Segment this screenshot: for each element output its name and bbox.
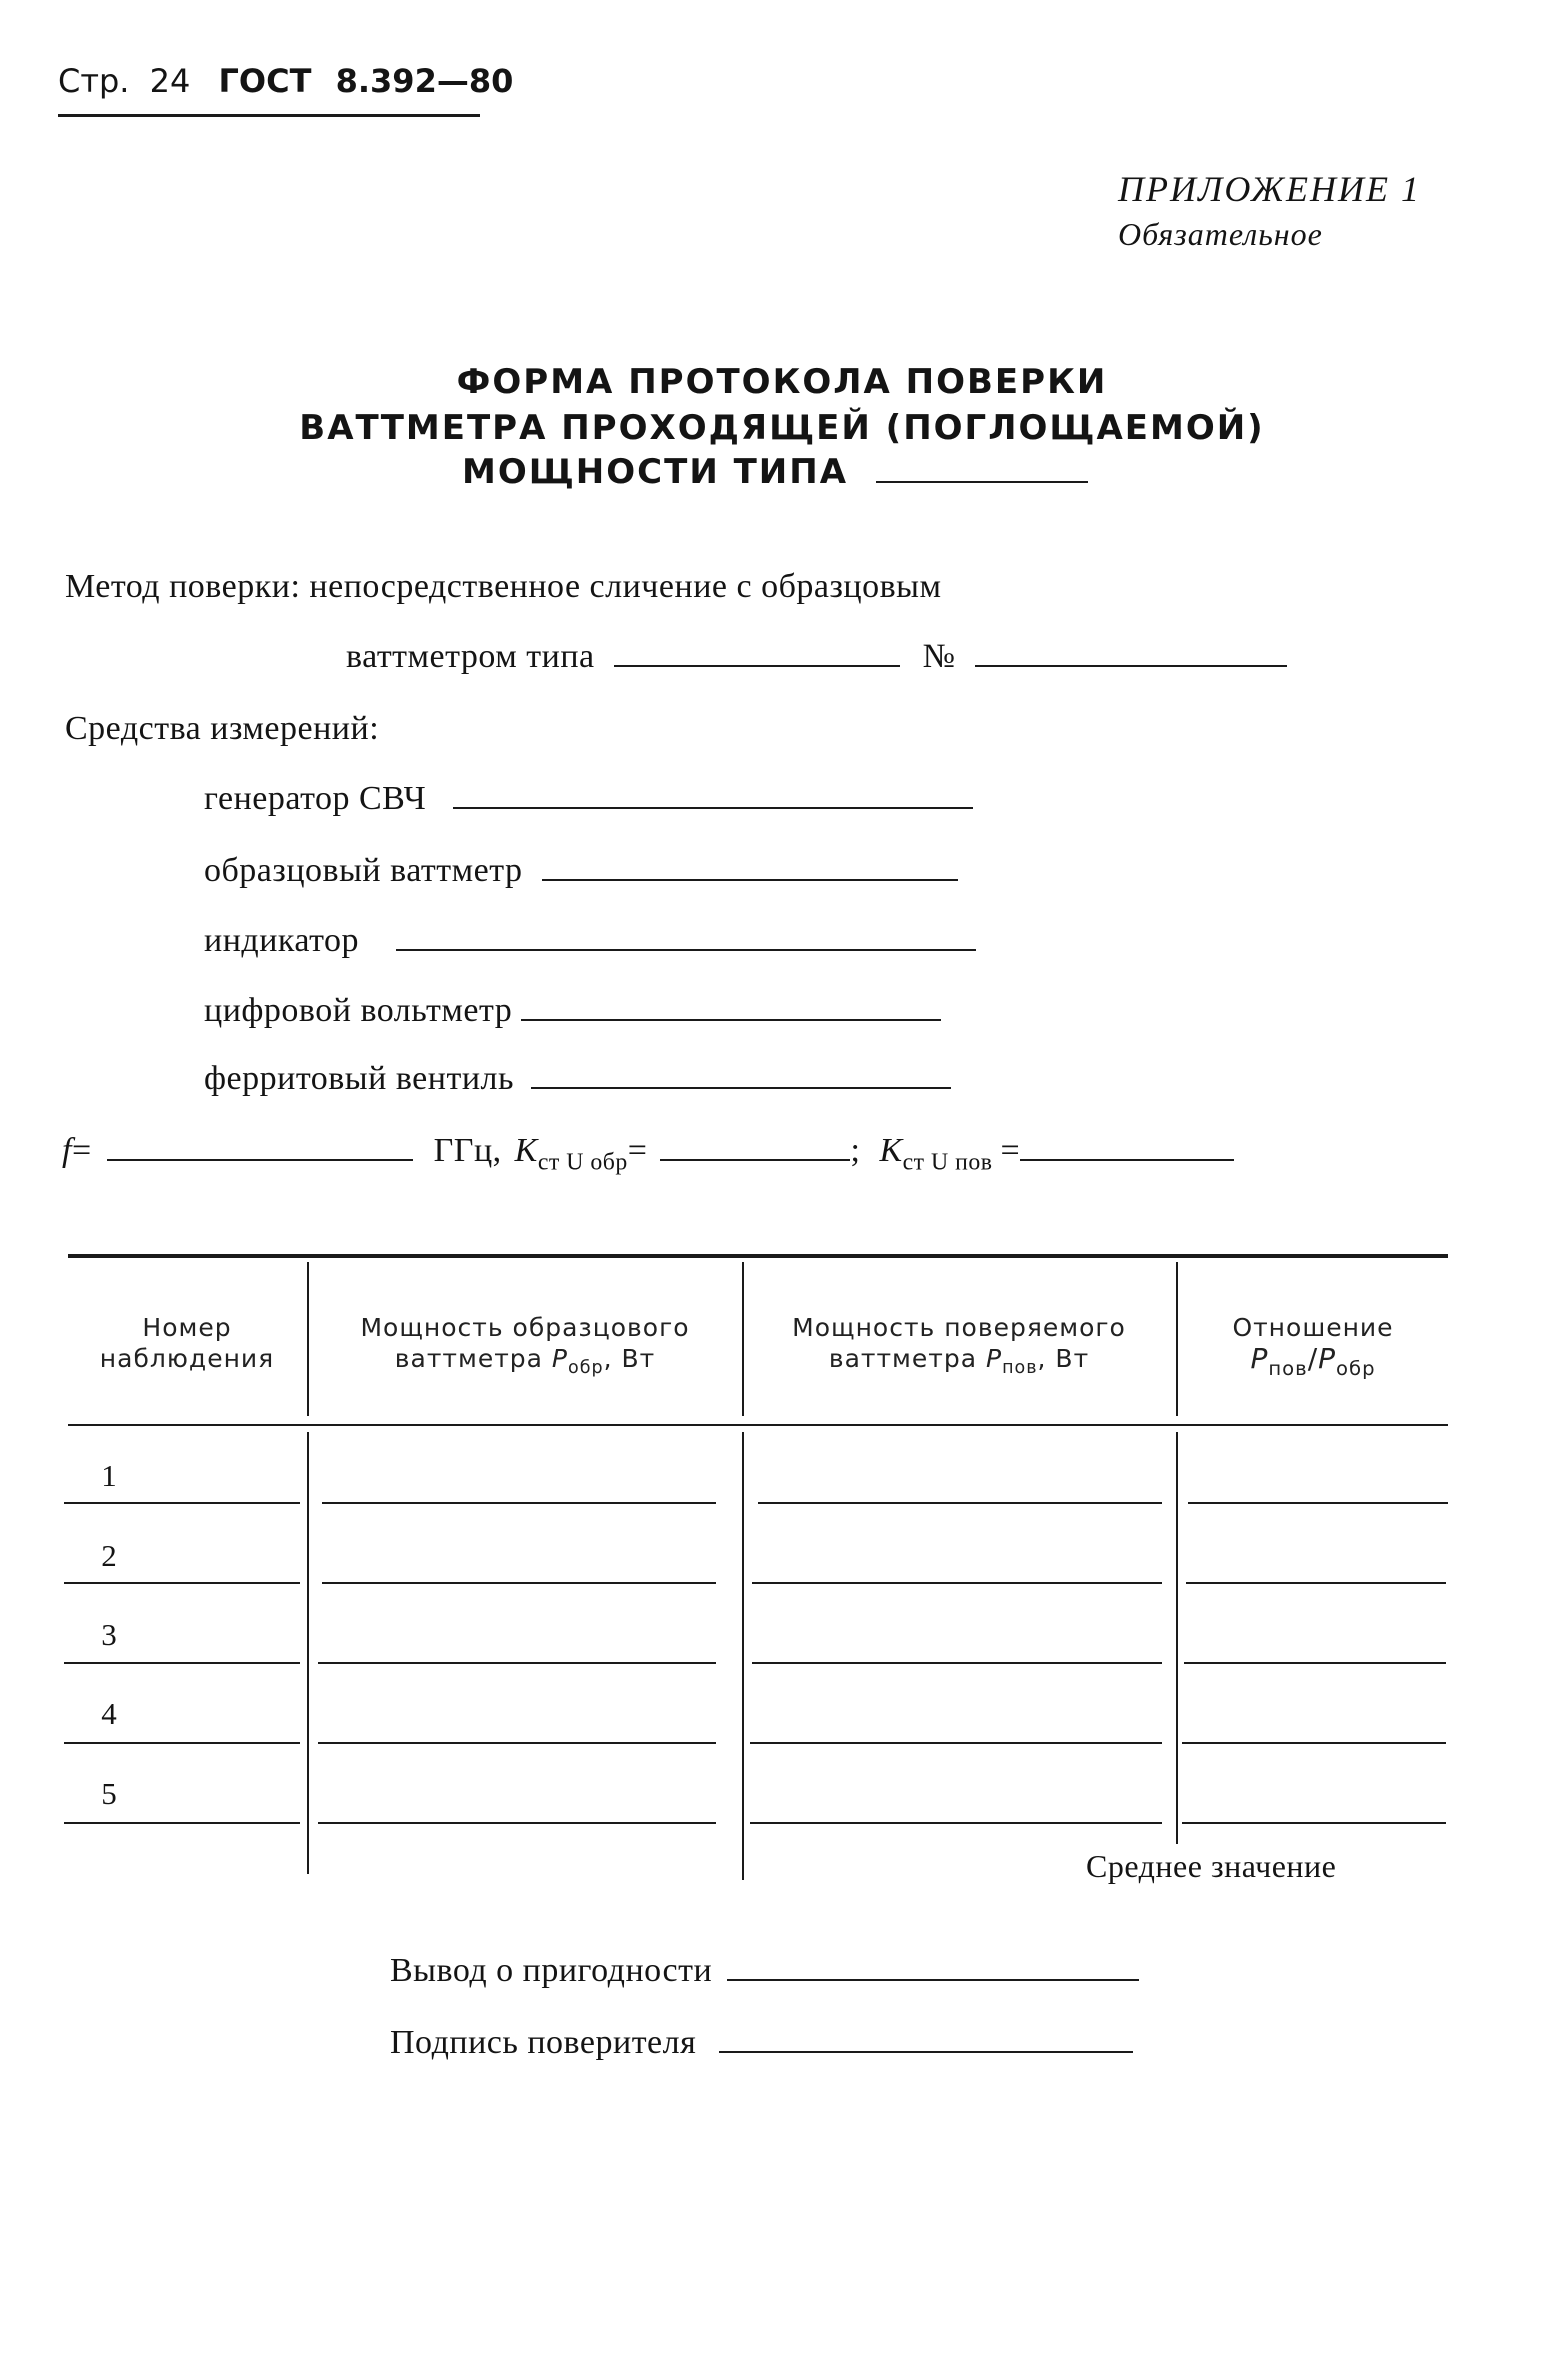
k-ref-blank[interactable] [660,1158,850,1161]
row-number-3: 3 [101,1617,117,1652]
form-type-blank[interactable] [876,480,1088,483]
k-dut-symbol: K [879,1132,903,1169]
row-number-2: 2 [101,1538,117,1573]
wattmeter-type-blank[interactable] [614,664,900,667]
table-row-3-col1[interactable] [64,1662,300,1664]
wattmeter-type-label: ваттметром типа [346,638,595,675]
ratio-slash: / [1307,1342,1319,1375]
standard-label: ГОСТ [218,62,312,100]
k-ref-symbol: K [514,1132,538,1169]
table-row-2-col3[interactable] [752,1582,1162,1584]
dut-power-sub: пов [1002,1358,1038,1379]
instrument-valve-blank[interactable] [531,1086,951,1089]
row-number-5: 5 [101,1776,117,1811]
col-header-ratio [1178,1312,1448,1384]
instrument-ref-wattmeter [204,852,958,890]
instrument-valve-label: ферритовый вентиль [204,1060,514,1097]
k-ref-equals: = [627,1132,648,1169]
instrument-voltmeter [204,992,941,1030]
signature-blank[interactable] [719,2050,1133,2053]
table-row-4-col4[interactable] [1182,1742,1446,1744]
ratio-sub-1: пов [1268,1356,1308,1380]
table-row-4-col1[interactable] [64,1742,300,1744]
instrument-indicator [204,922,976,960]
row-number-1: 1 [101,1458,117,1493]
row-number-4: 4 [101,1696,117,1731]
k-dut-blank[interactable] [1020,1158,1234,1161]
instrument-generator-label: генератор СВЧ [204,780,427,817]
k-dut-equals: = [1000,1132,1021,1169]
instrument-ref-wattmeter-blank[interactable] [542,878,958,881]
signature-line [390,2024,1133,2062]
table-row-4-col2[interactable] [318,1742,716,1744]
col-header-dut-power-line1: Мощность поверяемого [792,1313,1126,1342]
suitability-blank[interactable] [727,1978,1139,1981]
instrument-voltmeter-label: цифровой вольтметр [204,992,513,1029]
col-header-ref-power-line1: Мощность образцового [360,1313,690,1342]
col-header-dut-power [744,1312,1174,1384]
wattmeter-number-blank[interactable] [975,664,1287,667]
col-header-ref-power-prefix: ваттметра [394,1344,543,1373]
ref-power-symbol: P [551,1344,568,1373]
col-divider-1-lower [307,1432,309,1874]
signature-label: Подпись поверителя [390,2024,697,2061]
appendix-title: ПРИЛОЖЕНИЕ 1 [1118,169,1421,209]
table-row-5-col4[interactable] [1182,1822,1446,1824]
table-top-rule [68,1254,1448,1258]
col-header-ref-power [310,1312,740,1384]
frequency-blank[interactable] [107,1158,413,1161]
col-header-ref-power-line2 [310,1343,740,1384]
dut-power-symbol: P [985,1344,1003,1373]
form-title-line1: ФОРМА ПРОТОКОЛА ПОВЕРКИ [456,362,1108,402]
instrument-indicator-label: индикатор [204,922,360,959]
instrument-indicator-blank[interactable] [396,948,976,951]
page-number: 24 [149,62,191,100]
table-row-2-col4[interactable] [1186,1582,1446,1584]
table-row-1-col2[interactable] [322,1502,716,1504]
instruments-heading: Средства измерений: [65,710,380,747]
table-row-5-col3[interactable] [750,1822,1162,1824]
ratio-sub-2: обр [1336,1356,1376,1380]
table-row-1-col1[interactable] [64,1502,300,1504]
col-header-ratio-line2 [1178,1343,1448,1384]
col-header-number [68,1312,306,1374]
table-row-4-col3[interactable] [750,1742,1162,1744]
instrument-ref-wattmeter-label: образцовый ваттметр [204,852,523,889]
table-row-3-col2[interactable] [318,1662,716,1664]
k-dut-subscript: ст U пов [902,1149,993,1176]
table-row-3-col4[interactable] [1184,1662,1446,1664]
col-divider-3-lower [1176,1432,1178,1844]
col-header-ratio-line1: Отношение [1232,1313,1394,1342]
col-header-dut-power-line2 [744,1343,1174,1384]
standard-number: 8.392—80 [335,62,514,100]
page-label: Стр. [58,62,130,100]
k-ref-subscript: ст U обр [537,1149,628,1176]
ratio-symbol-1: P [1250,1342,1269,1375]
col-header-number-line2: наблюдения [99,1344,275,1373]
suitability-line [390,1952,1139,1990]
table-row-2-col1[interactable] [64,1582,300,1584]
table-row-5-col2[interactable] [318,1822,716,1824]
col-header-number-line1: Номер [142,1313,232,1342]
form-title-type-label: МОЩНОСТИ ТИПА [462,452,849,492]
average-label: Среднее значение [1086,1848,1337,1884]
table-header-rule [68,1424,1448,1426]
table-row-5-col1[interactable] [64,1822,300,1824]
ratio-symbol-2: P [1318,1342,1337,1375]
number-sign: № [922,638,956,675]
instrument-generator [204,780,973,818]
instrument-voltmeter-blank[interactable] [521,1018,941,1021]
suitability-label: Вывод о пригодности [390,1952,713,1989]
form-title-line2: ВАТТМЕТРА ПРОХОДЯЩЕЙ (ПОГЛОЩАЕМОЙ) [299,408,1265,448]
params-semicolon: ; [850,1132,861,1169]
form-title-line3 [462,452,1088,492]
table-row-1-col3[interactable] [758,1502,1162,1504]
table-row-1-col4[interactable] [1188,1502,1448,1504]
header-underline [58,114,480,117]
table-row-2-col2[interactable] [322,1582,716,1584]
col-divider-1 [307,1262,309,1416]
table-row-3-col3[interactable] [752,1662,1162,1664]
params-line [62,1132,1234,1176]
frequency-unit: ГГц, [433,1132,502,1169]
col-header-dut-power-prefix: ваттметра [828,1344,978,1373]
frequency-symbol: f [62,1132,72,1169]
ref-power-unit: , Вт [603,1344,656,1373]
ref-power-sub: обр [568,1358,604,1379]
frequency-equals: = [71,1132,92,1169]
instrument-generator-blank[interactable] [453,806,973,809]
appendix-status: Обязательное [1118,216,1323,252]
page-header [58,62,513,100]
method-label: Метод поверки: непосредственное сличение с образцовым [65,568,942,605]
method-wattmeter-line [346,638,1287,676]
dut-power-unit: , Вт [1037,1344,1090,1373]
instrument-valve [204,1060,951,1098]
col-divider-2-lower [742,1432,744,1880]
